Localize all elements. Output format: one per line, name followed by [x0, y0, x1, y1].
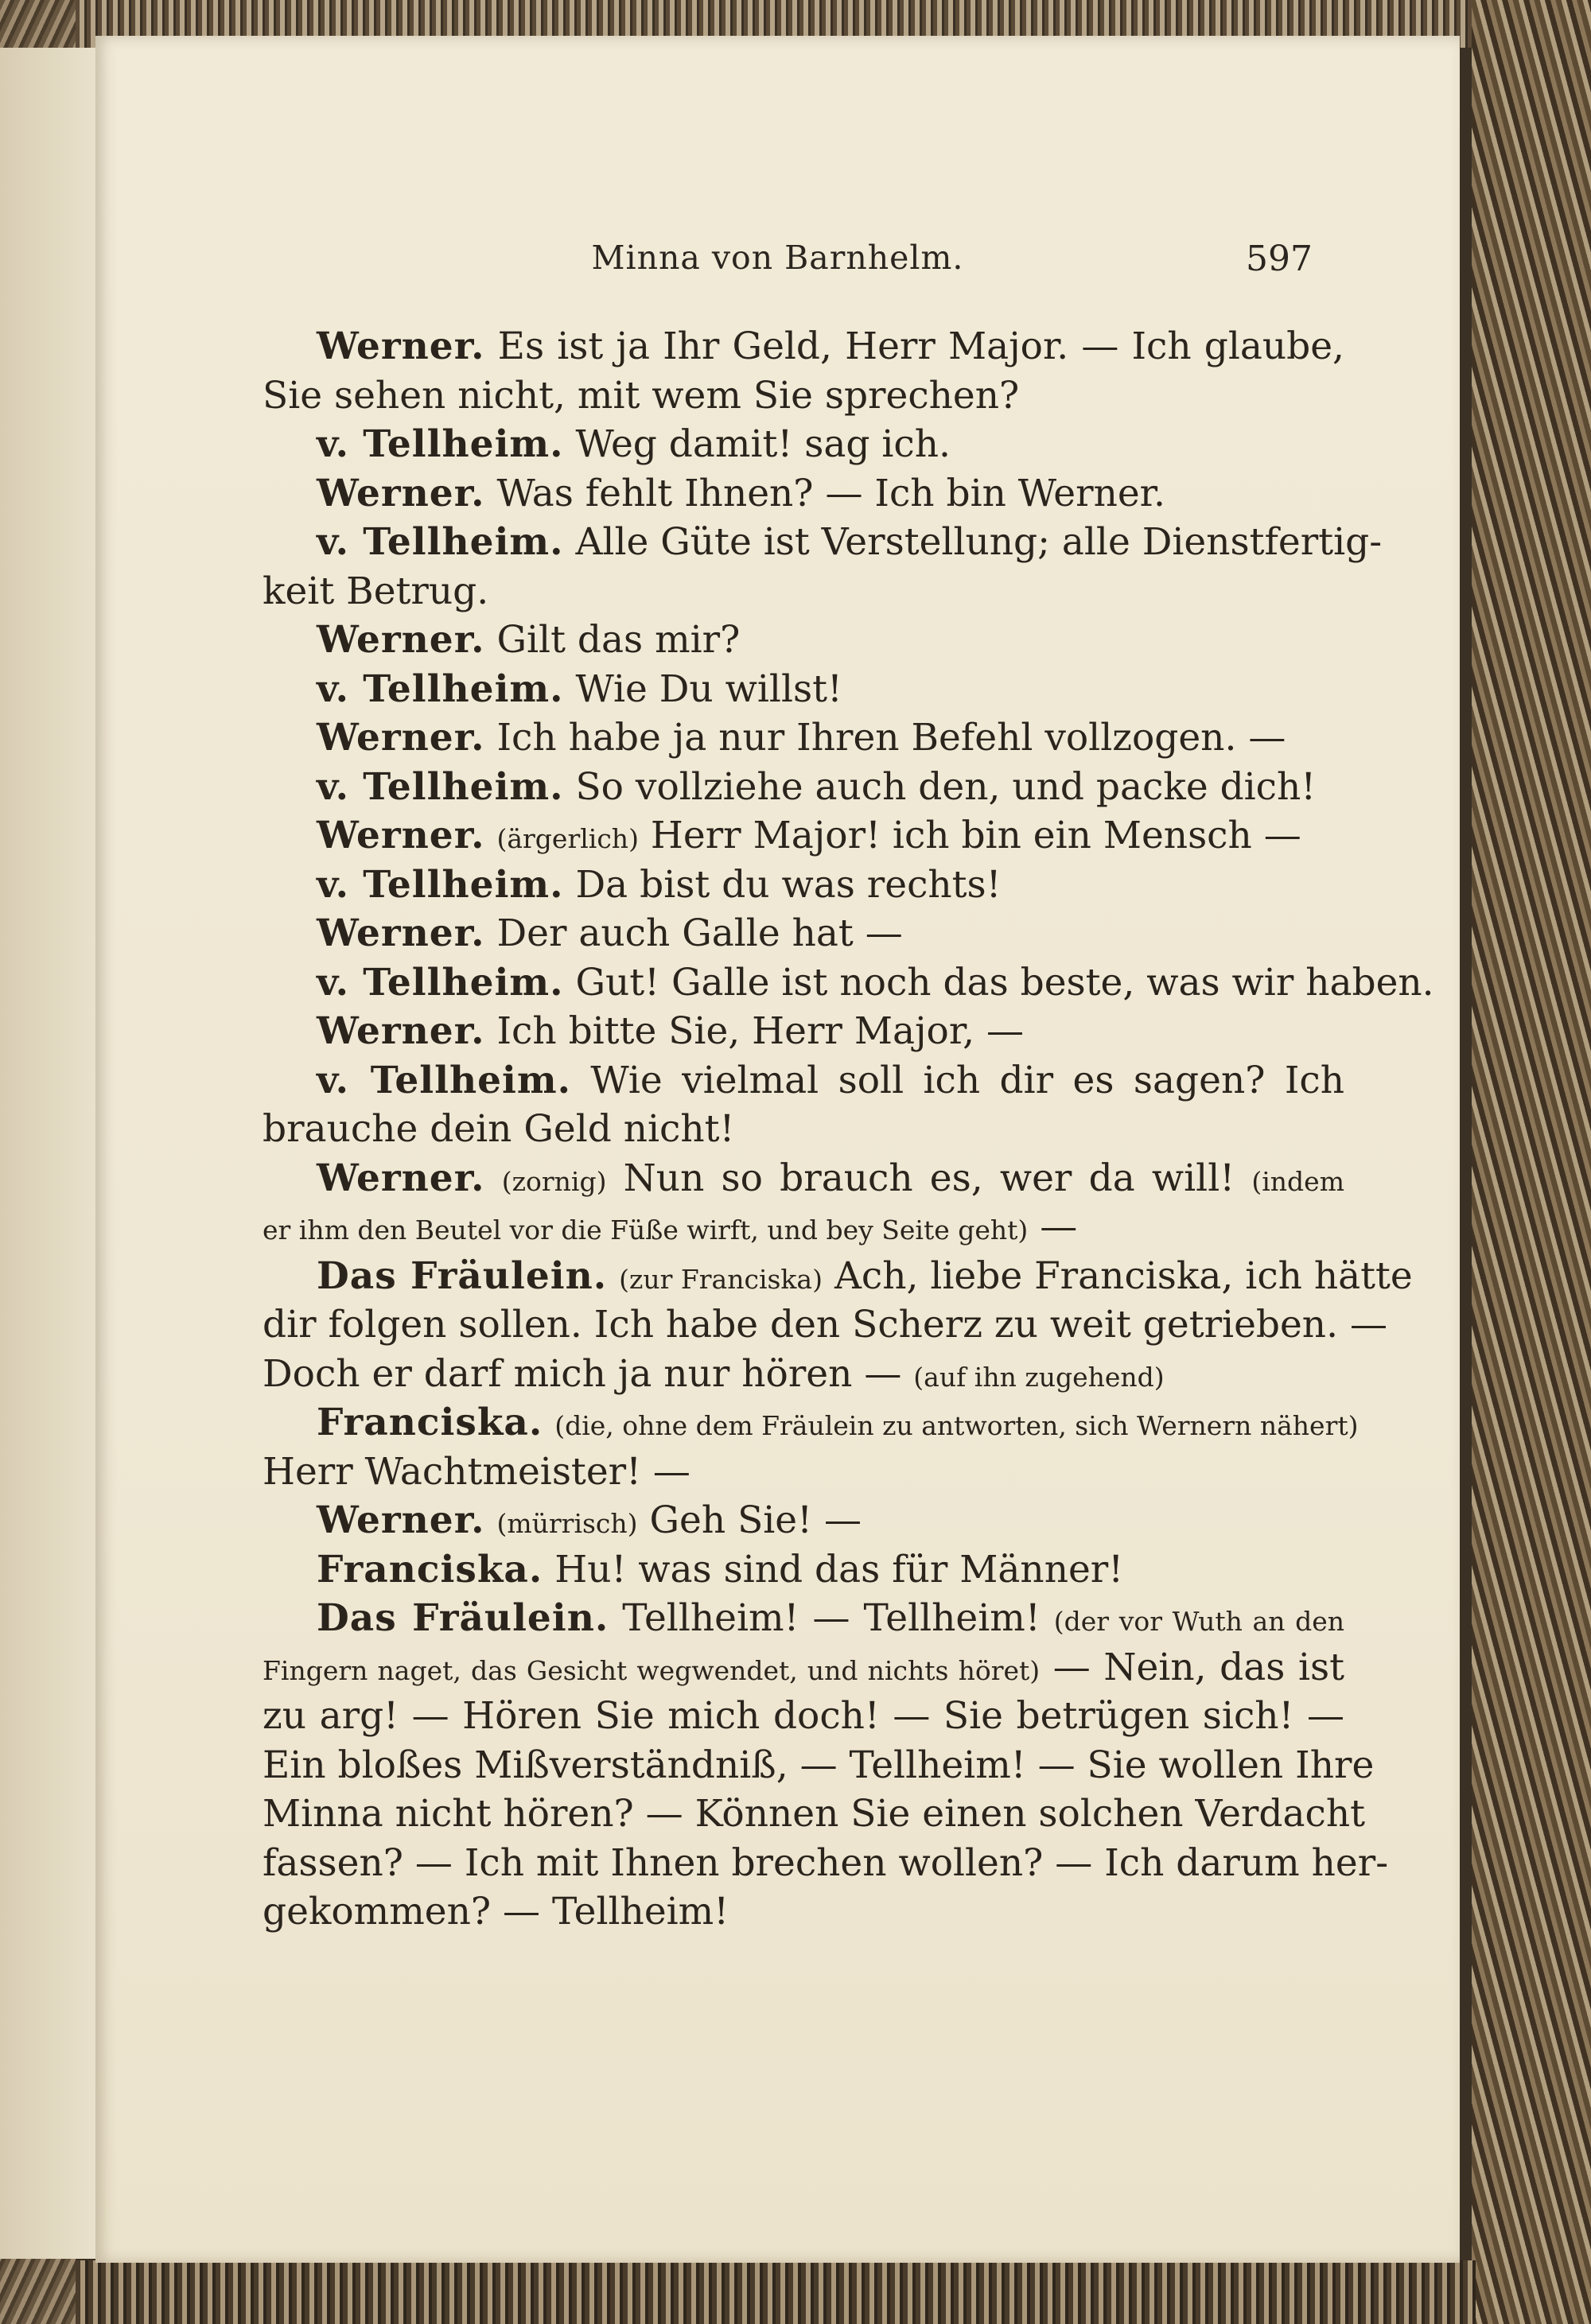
speaker-name: v. Tellheim.	[317, 422, 564, 466]
dialogue-text: —	[1040, 1205, 1078, 1249]
speaker-name: Werner.	[317, 814, 485, 857]
speaker-name: Das Fräulein.	[317, 1253, 608, 1298]
dialogue-text: Wie vielmal soll ich dir es sagen? Ich	[590, 1058, 1344, 1102]
speaker-name: Werner.	[317, 618, 485, 662]
speaker-name: Werner.	[317, 471, 485, 515]
previous-page-edge	[0, 48, 98, 2259]
speaker-name: Werner.	[317, 716, 485, 760]
text-line	[263, 665, 1344, 714]
text-line	[263, 1398, 1359, 1448]
dialogue-text: So vollziehe auch den, und packe dich!	[575, 764, 1317, 809]
text-line	[263, 1887, 1344, 1937]
text-line	[263, 1203, 1344, 1252]
bottom-marbled-edge	[76, 2260, 1476, 2324]
text-line	[263, 1839, 1389, 1888]
speaker-name: Werner.	[317, 1156, 485, 1200]
text-line	[263, 1252, 1413, 1301]
dialogue-text: Was fehlt Ihnen? — Ich bin Werner.	[496, 471, 1165, 515]
speaker-name: v. Tellheim.	[317, 666, 564, 711]
text-line	[263, 958, 1434, 1008]
text-line	[263, 469, 1344, 519]
text-line	[263, 861, 1344, 910]
dialogue-text: Herr Wachtmeister! —	[263, 1449, 690, 1494]
stage-direction: (die, ohne dem Fräulein zu antworten, sich Wernern nähert)	[554, 1410, 1359, 1441]
stage-direction: (zornig)	[501, 1165, 607, 1197]
dialogue-text: Es ist ja Ihr Geld, Herr Major. — Ich glaube,	[497, 325, 1344, 368]
text-line	[263, 763, 1344, 812]
dialogue-text: Ach, liebe Franciska, ich hätte	[834, 1253, 1413, 1298]
stage-direction: (zur Franciska)	[619, 1263, 823, 1295]
right-marbled-cover	[1472, 0, 1591, 2324]
speaker-name: v. Tellheim.	[317, 960, 564, 1005]
speaker-name: v. Tellheim.	[317, 862, 564, 907]
dialogue-text: Ich habe ja nur Ihren Befehl vollzogen. —	[496, 716, 1286, 760]
page-number: 597	[1246, 239, 1313, 279]
text-line	[263, 1594, 1344, 1643]
stage-direction: (der vor Wuth an den	[1053, 1606, 1344, 1637]
speaker-name: Werner.	[317, 911, 485, 955]
speaker-name: Werner.	[317, 1009, 485, 1053]
speaker-name: v. Tellheim.	[317, 1058, 571, 1102]
text-line	[263, 1741, 1375, 1790]
text-line	[263, 371, 1344, 421]
speaker-name: Das Fräulein.	[317, 1596, 609, 1640]
book-page	[95, 36, 1460, 2263]
dialogue-text: Ein bloßes Mißverständniß, — Tellheim! — Sie wollen Ihre	[263, 1743, 1375, 1787]
dialogue-text: brauche dein Geld nicht!	[263, 1107, 735, 1151]
page-text	[263, 322, 1434, 1937]
text-line	[263, 1692, 1344, 1741]
text-line	[263, 909, 1344, 958]
speaker-name: Werner.	[317, 325, 485, 368]
dialogue-text: Nun so brauch es, wer da will!	[623, 1156, 1235, 1200]
dialogue-text: Gilt das mir?	[496, 618, 741, 662]
dialogue-text: Sie sehen nicht, mit wem Sie sprechen?	[263, 373, 1020, 418]
speaker-name: Werner.	[317, 1498, 485, 1542]
speaker-name: v. Tellheim.	[317, 764, 564, 809]
text-line	[263, 713, 1344, 763]
text-line	[263, 616, 1344, 665]
dialogue-text: Tellheim! — Tellheim!	[622, 1596, 1041, 1640]
dialogue-text: fassen? — Ich mit Ihnen brechen wollen? — Ich darum her-	[263, 1840, 1389, 1885]
dialogue-text: Wie Du willst!	[575, 666, 842, 711]
text-line	[263, 518, 1383, 567]
dialogue-text: ich bin ein Mensch —	[892, 814, 1301, 857]
dialogue-text: — Nein, das ist	[1052, 1645, 1344, 1689]
dialogue-text: Der auch Galle hat —	[496, 911, 903, 955]
dialogue-text: Ich bitte Sie, Herr Major, —	[496, 1009, 1025, 1053]
dialogue-text: Geh Sie! —	[649, 1498, 862, 1542]
text-line	[263, 420, 1344, 469]
dialogue-text: Gut! Galle ist noch das beste, was wir haben.	[575, 960, 1434, 1005]
stage-direction: (indem	[1251, 1165, 1344, 1197]
text-line	[263, 1545, 1344, 1595]
speaker-name: Franciska.	[317, 1547, 543, 1591]
dialogue-text: Weg damit! sag ich.	[575, 422, 951, 466]
text-line	[263, 811, 1344, 861]
speaker-name: Franciska.	[317, 1401, 543, 1444]
text-line	[263, 1007, 1344, 1056]
dialogue-text: Herr Major!	[650, 814, 881, 857]
dialogue-text: Da bist du was rechts!	[575, 862, 1002, 907]
dialogue-text: Doch er darf mich ja nur hören —	[263, 1351, 902, 1396]
stage-direction: (auf ihn zugehend)	[913, 1361, 1165, 1393]
text-line	[263, 1448, 1344, 1497]
stage-direction: er ihm den Beutel vor die Füße wirft, und bey Seite geht)	[263, 1214, 1029, 1246]
dialogue-text: keit Betrug.	[263, 569, 489, 613]
text-line	[263, 1496, 1344, 1545]
text-line	[263, 1056, 1344, 1106]
dialogue-text: zu arg! — Hören Sie mich doch! — Sie betrügen sich! —	[263, 1694, 1344, 1738]
text-line	[263, 567, 1344, 616]
running-head: Minna von Barnhelm.	[591, 239, 964, 277]
dialogue-text: gekommen? — Tellheim!	[263, 1890, 729, 1933]
text-line	[263, 1154, 1344, 1203]
text-line	[263, 1105, 1344, 1154]
text-line	[263, 1300, 1387, 1350]
dialogue-text: Alle Güte ist Verstellung; alle Dienstfertig-	[575, 520, 1383, 564]
dialogue-text: Minna nicht hören? — Können Sie einen solchen Verdacht	[263, 1792, 1365, 1836]
dialogue-text: dir folgen sollen. Ich habe den Scherz zu weit getrieben. —	[263, 1303, 1387, 1347]
stage-direction: (ärgerlich)	[496, 823, 639, 854]
text-line	[263, 1643, 1344, 1692]
stage-direction: (mürrisch)	[496, 1508, 638, 1539]
speaker-name: v. Tellheim.	[317, 520, 564, 564]
dialogue-text: Hu! was sind das für Männer!	[554, 1547, 1124, 1591]
text-line	[263, 1350, 1344, 1399]
text-line	[263, 322, 1344, 371]
text-line	[263, 1790, 1365, 1839]
stage-direction: Fingern naget, das Gesicht wegwendet, und nichts höret)	[263, 1654, 1041, 1686]
